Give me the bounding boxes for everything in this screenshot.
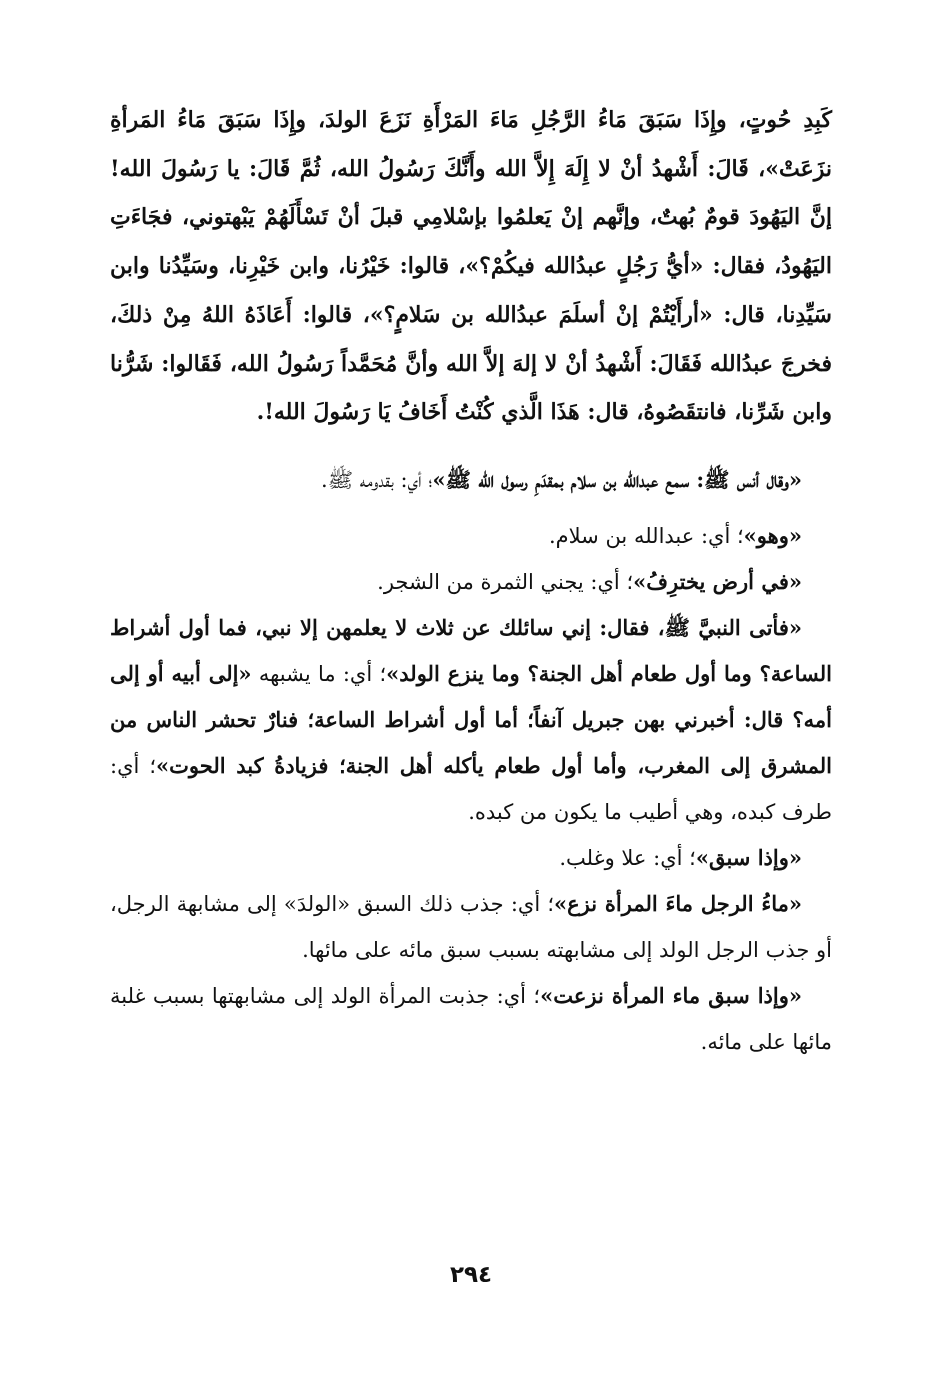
- explanation-text: ؛ أي: ما يشبهه: [258, 661, 387, 686]
- commentary-paragraph: [110, 559, 832, 605]
- commentary-paragraph: [110, 457, 832, 503]
- quoted-phrase: «فأتى النبيَّ ﷺ، فقال: إني سائلك عن ثلاث لا يعلمهن إلا نبي، فما أول أشراط الساعة؟ وما أول طعام أهل الجنة؟ وما ينزع الولد»: [110, 614, 832, 686]
- quoted-phrase: «ماءُ الرجل ماءَ المرأة نزع»: [554, 890, 802, 916]
- commentary-paragraph: [110, 973, 832, 1065]
- explanation-text: ؛ أي: جذب ذلك السبق «الولدَ» إلى مشابهة الرجل، أو جذب الرجل الولد إلى مشابهته بسبب سبق مائه على مائها.: [110, 891, 832, 962]
- quoted-phrase: «في أرض يخترِفُ»: [633, 568, 802, 594]
- explanation-text: ؛ أي: علا وغلب.: [559, 845, 696, 870]
- explanation-text: ؛ أي: عبدالله بن سلام.: [548, 523, 744, 548]
- commentary-paragraph: [110, 605, 832, 835]
- explanation-text: ؛ أي: طرف كبده، وهي أطيب ما يكون من كبده.: [110, 753, 832, 824]
- quoted-phrase: «وقال أنس ﷺ: سمع عبدالله بن سلام بمقدَمِ رسول الله ﷺ»: [432, 466, 802, 492]
- quoted-phrase: «إلى أبيه أو إلى أمه؟ قال: أخبرني بهن جبريل آنفاً؛ أما أول أشراط الساعة؛ فنارٌ تحشر الناس من المشرق إلى المغرب، وأما أول طعام يأكله أهل الجنة؛ فزيادةُ كبد الحوت»: [110, 660, 832, 778]
- explanation-text: ؛ أي: بقدومه ﷺ.: [321, 467, 433, 492]
- quoted-phrase: «وإذا سبق»: [695, 844, 802, 870]
- commentary-paragraph: [110, 835, 832, 881]
- explanation-text: ؛ أي: جذبت المرأة الولد إلى مشابهتها بسبب غلبة مائها على مائه.: [110, 983, 832, 1054]
- commentary-paragraph: [110, 881, 832, 973]
- hadith-text: كَبِدِ حُوتٍ، وإِذَا سَبَقَ مَاءُ الرَّجُلِ مَاءَ المَرْأَةِ نَزَعَ الولدَ، وإِذَا سَبَقَ مَاءُ المَرأةِ نزَعَتْ»، قَالَ: أَشْهدُ أنْ لا إِلَهَ إِلاَّ الله وأَنَّكَ رَسُولُ الله، ثُمَّ قَالَ: يا رَسُولَ الله! إنَّ اليَهُودَ قومٌ بُهتٌ، وإنَّهم إنْ يَعلمُوا بإسْلامِي قبلَ أنْ تَسْأَلَهُمْ يَبْهتوني، فجَاءَتِ اليَهُودُ، فقال: «أيُّ رَجُلٍ عبدُالله فيكُمْ؟»، قالوا: خَيْرُنا، وابن خَيْرِنا، وسَيِّدُنا وابن سَيِّدِنا، قال: «أرأَيْتُمْ إنْ أسلَمَ عبدُالله بن سَلامٍ؟»، قالوا: أَعَاذَهُ اللهُ مِنْ ذلكَ، فخرجَ عبدُالله فَقَالَ: أَشْهدُ أنْ لا إلهَ إلاَّ الله وأنَّ مُحَمَّداً رَسُولُ الله، فَقَالوا: شَرُّنا وابن شَرِّنا، فانتقَصُوهُ، قال: هَذَا الَّذي كُنْتُ أَخَافُ يَا رَسُولَ الله!.: [110, 107, 832, 426]
- quoted-phrase: «وهو»: [743, 522, 802, 548]
- commentary-paragraph: [110, 513, 832, 559]
- page-number: ٢٩٤: [449, 1262, 493, 1288]
- explanation-text: ؛ أي: يجني الثمرة من الشجر.: [377, 569, 634, 594]
- quoted-phrase: «وإذا سبق ماء المرأة نزعت»: [540, 982, 802, 1008]
